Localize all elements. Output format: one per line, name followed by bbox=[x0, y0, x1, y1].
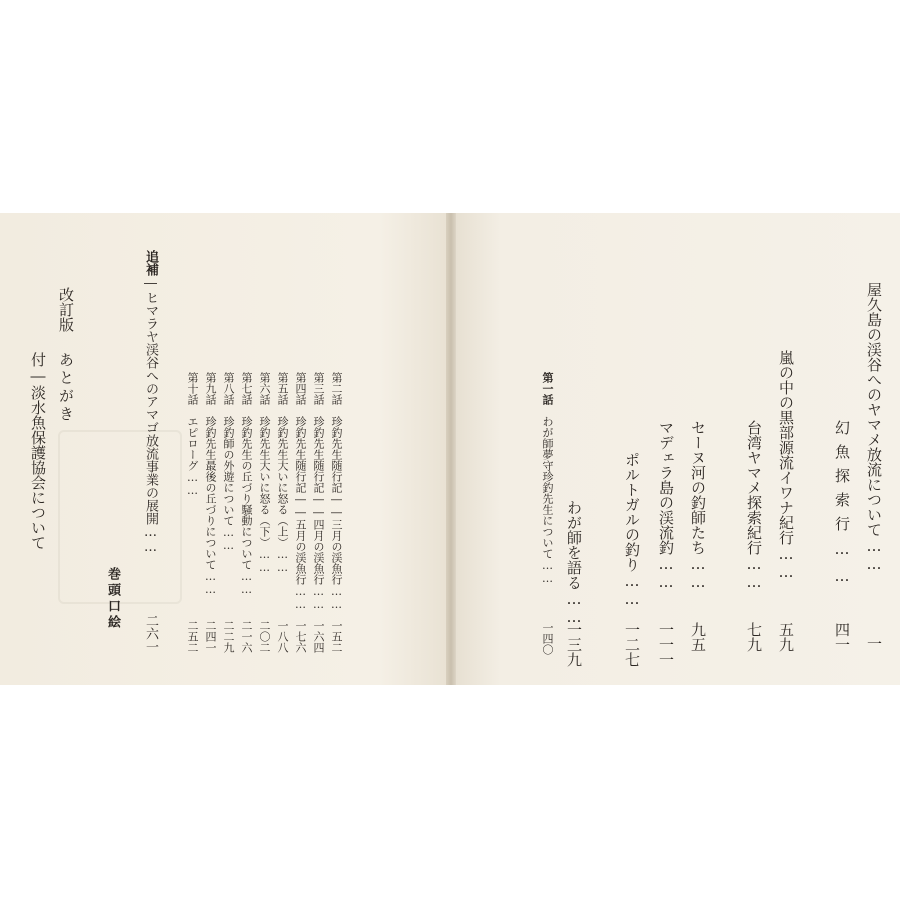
first-chapter-title: わが師夢守珍釣先生について…… bbox=[541, 416, 554, 585]
chapter-label: 第二話 bbox=[330, 372, 343, 405]
toc-entry-7: ポルトガルの釣り…… bbox=[623, 452, 641, 608]
supplement-heading: 追補 bbox=[143, 250, 158, 276]
chapter-title: 珍釣師の外遊について…… bbox=[222, 416, 235, 552]
toc-entry-5-page: 九五 bbox=[689, 622, 707, 652]
toc-entry-8: わが師を語る…… bbox=[565, 500, 583, 626]
toc-entry-4: 台湾ヤマメ探索紀行…… bbox=[745, 420, 763, 591]
faint-stamp-shadow bbox=[58, 430, 182, 604]
chapter-title: 珍釣先生随行記――三月の渓魚行…… bbox=[330, 416, 343, 611]
chapter-label: 第六話 bbox=[258, 372, 271, 405]
first-chapter-page: 一四〇 bbox=[541, 622, 554, 655]
chapter-8-page: 二二九 bbox=[222, 620, 235, 653]
chapter-4-page: 一七六 bbox=[294, 620, 307, 653]
chapter-title: 珍釣先生大いに怒る（下）…… bbox=[258, 416, 271, 574]
toc-entry-7-page: 一二七 bbox=[623, 622, 641, 667]
chapter-label: 第三話 bbox=[312, 372, 325, 405]
chapter-label: 第四話 bbox=[294, 372, 307, 405]
bleed-through-shadow bbox=[250, 225, 294, 333]
supplement-entry bbox=[144, 250, 157, 555]
chapter-2-page: 一五二 bbox=[330, 620, 343, 653]
chapter-title: 珍釣先生最後の丘づりについて…… bbox=[204, 416, 217, 596]
chapter-7-page: 二一六 bbox=[240, 620, 253, 653]
chapter-label: 第九話 bbox=[204, 372, 217, 405]
revised-edition-label: 改訂版 bbox=[57, 287, 75, 332]
chapter-3-page: 一六四 bbox=[312, 620, 325, 653]
chapter-title: 珍釣先生大いに怒る（上）…… bbox=[276, 416, 289, 574]
toc-entry-4-page: 七九 bbox=[745, 622, 763, 652]
toc-entry-5: セーヌ河の釣師たち…… bbox=[689, 420, 707, 591]
chapter-8-entry bbox=[223, 372, 234, 552]
toc-entry-2-page: 四一 bbox=[833, 622, 851, 652]
appendix: 付―淡水魚保護協会について bbox=[29, 352, 47, 550]
chapter-6-page: 二〇二 bbox=[258, 620, 271, 653]
chapter-label: 第十話 bbox=[186, 372, 199, 405]
chapter-title: 珍釣先生随行記――五月の渓魚行…… bbox=[294, 416, 307, 611]
chapter-4-entry bbox=[295, 372, 306, 611]
supplement-title: ―ヒマラヤ渓谷へのアマゴ放流事業の展開…… bbox=[143, 276, 158, 555]
chapter-label: 第八話 bbox=[222, 372, 235, 405]
chapter-10-entry bbox=[187, 372, 198, 497]
chapter-title: 珍釣先生の丘づり騒動について…… bbox=[240, 416, 253, 596]
chapter-9-page: 二四一 bbox=[204, 620, 217, 653]
chapter-7-entry bbox=[241, 372, 252, 596]
toc-entry-3: 嵐の中の黒部源流イワナ紀行…… bbox=[777, 350, 795, 581]
chapter-5-page: 一八八 bbox=[276, 620, 289, 653]
chapter-title: エピローグ…… bbox=[186, 416, 199, 497]
supplement-page: 二六一 bbox=[143, 614, 158, 653]
toc-entry-3-page: 五九 bbox=[777, 622, 795, 652]
chapter-label: 第五話 bbox=[276, 372, 289, 405]
book-gutter bbox=[446, 213, 456, 685]
chapter-10-page: 二五二 bbox=[186, 620, 199, 653]
chapter-3-entry bbox=[313, 372, 324, 611]
first-chapter-entry bbox=[542, 372, 553, 585]
chapter-6-entry bbox=[259, 372, 270, 574]
chapter-label: 第七話 bbox=[240, 372, 253, 405]
chapter-5-entry bbox=[277, 372, 288, 574]
chapter-title: 珍釣先生随行記――四月の渓魚行…… bbox=[312, 416, 325, 611]
toc-entry-6-page: 一一一 bbox=[657, 622, 675, 667]
toc-entry-6: マデェラ島の渓流釣…… bbox=[657, 420, 675, 591]
first-chapter-label: 第一話 bbox=[541, 372, 554, 405]
chapter-2-entry bbox=[331, 372, 342, 611]
toc-entry-2: 幻魚探索行…… bbox=[833, 420, 851, 594]
frontispiece: 巻頭口絵 bbox=[105, 567, 120, 631]
toc-entry-1: 屋久島の渓谷へのヤマメ放流について…… bbox=[865, 282, 883, 573]
chapter-9-entry bbox=[205, 372, 216, 596]
afterword: あとがき bbox=[57, 352, 75, 424]
toc-entry-8-page: 一三九 bbox=[565, 622, 583, 667]
toc-entry-1-page: 一 bbox=[865, 636, 883, 651]
